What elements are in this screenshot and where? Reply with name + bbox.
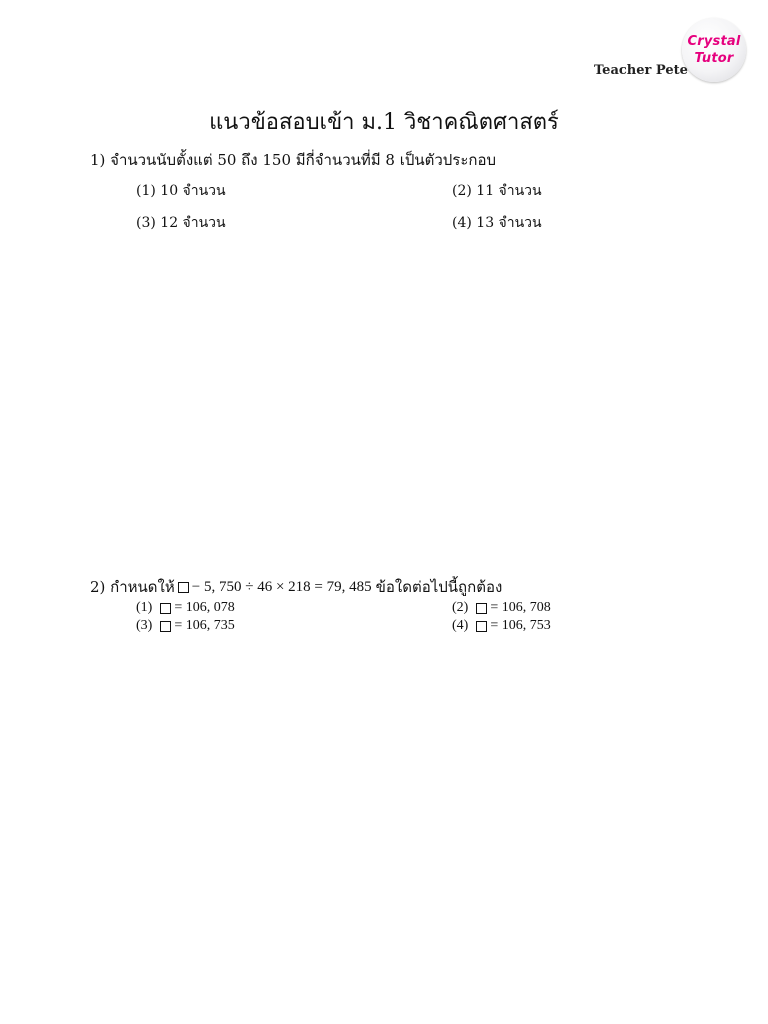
page-title: แนวข้อสอบเข้า ม.1 วิชาคณิตศาสตร์ xyxy=(209,110,559,135)
question-2-prefix: 2) กำหนดให้ xyxy=(90,578,175,596)
option-value: = 106, 753 xyxy=(490,618,551,633)
option-label: (3) xyxy=(136,618,153,633)
logo-text-crystal: Crystal xyxy=(687,34,741,49)
blank-box-icon xyxy=(178,582,189,593)
teacher-name: Teacher Pete xyxy=(594,63,688,78)
blank-box-icon xyxy=(476,603,487,614)
question-2-suffix: ข้อใดต่อไปนี้ถูกต้อง xyxy=(375,578,503,596)
blank-box-icon xyxy=(160,621,171,632)
option-label: (4) xyxy=(452,618,469,633)
option-value: = 106, 708 xyxy=(490,600,551,615)
question-1-text: 1) จำนวนนับตั้งแต่ 50 ถึง 150 มีกี่จำนวนที่มี 8 เป็นตัวประกอบ xyxy=(90,151,497,169)
question-1-option-3: (3) 12 จำนวน xyxy=(136,215,226,231)
blank-box-icon xyxy=(476,621,487,632)
option-label: (1) xyxy=(136,600,153,615)
option-value: = 106, 078 xyxy=(174,600,235,615)
question-2-text xyxy=(90,575,502,599)
blank-box-icon xyxy=(160,603,171,614)
question-1-option-4: (4) 13 จำนวน xyxy=(452,215,542,231)
question-2-option-2 xyxy=(452,600,551,616)
question-2-option-3 xyxy=(136,618,235,634)
question-1-option-1: (1) 10 จำนวน xyxy=(136,183,226,199)
question-2-option-1 xyxy=(136,600,235,616)
option-label: (2) xyxy=(452,600,469,615)
option-value: = 106, 735 xyxy=(174,618,235,633)
crystal-tutor-logo xyxy=(682,18,746,82)
question-2-equation: − 5, 750 ÷ 46 × 218 = 79, 485 xyxy=(191,578,372,595)
question-1-option-2: (2) 11 จำนวน xyxy=(452,183,542,199)
question-2-option-4 xyxy=(452,618,551,634)
logo-text-tutor: Tutor xyxy=(694,51,734,66)
